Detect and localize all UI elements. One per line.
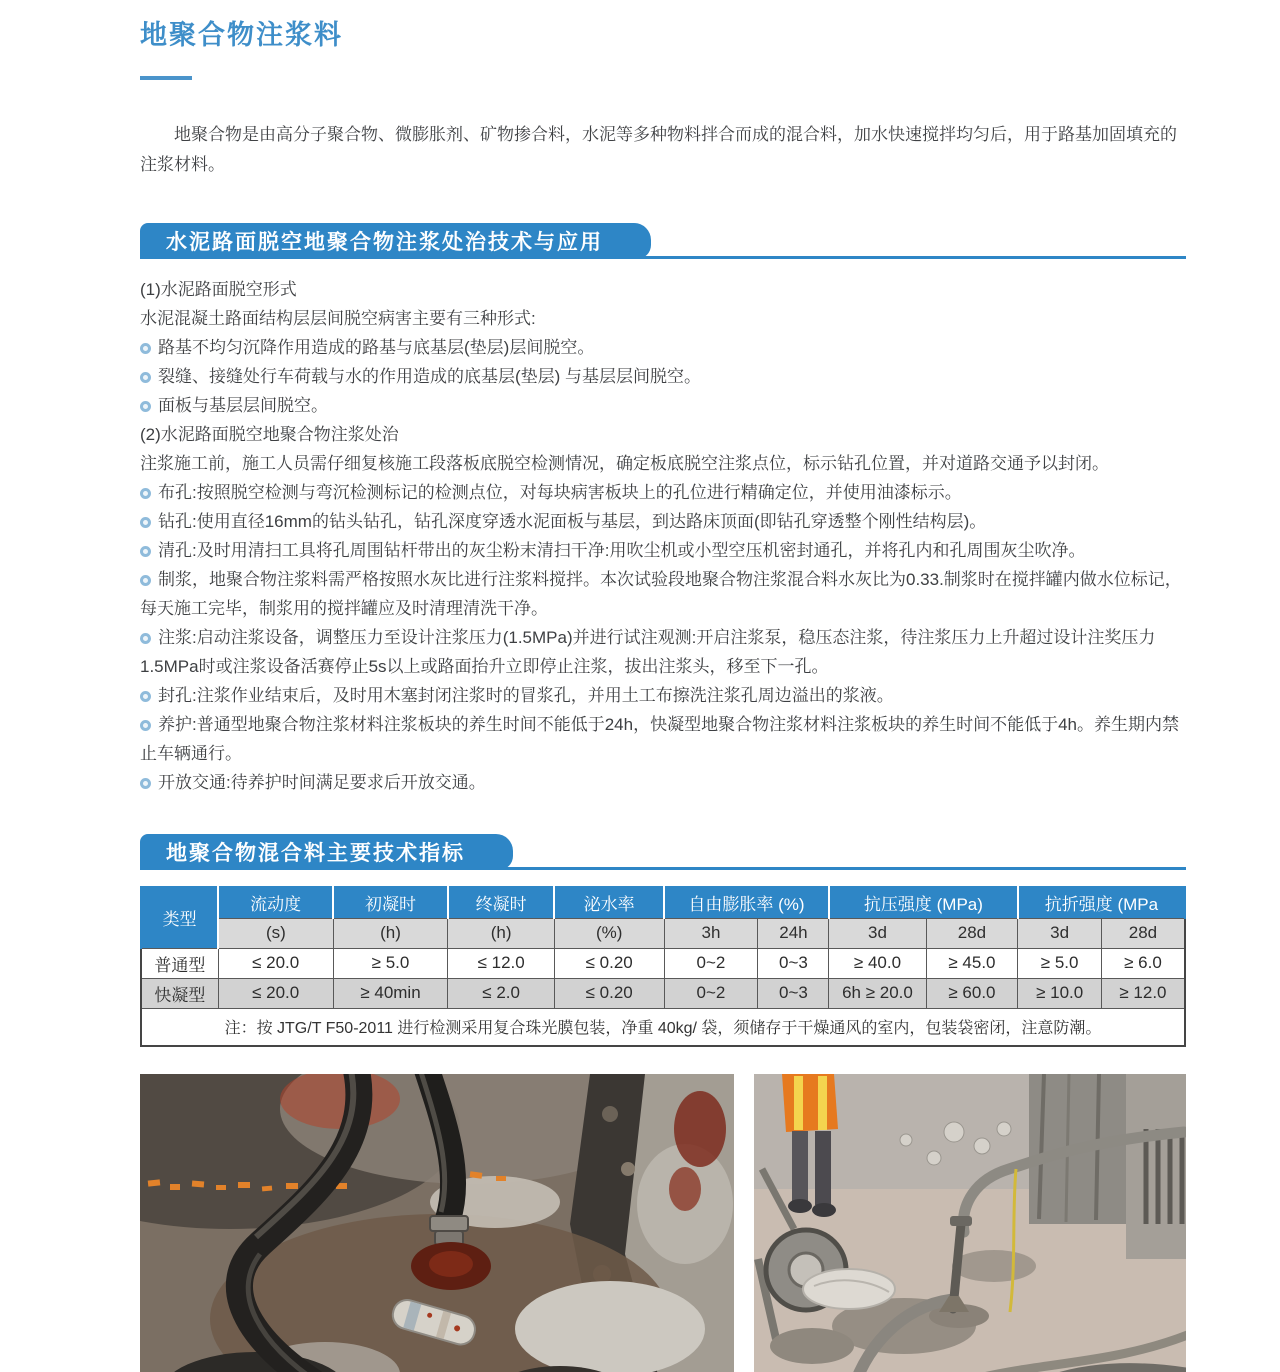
bullet-item: 布孔:按照脱空检测与弯沉检测标记的检测点位，对每块病害板块上的孔位进行精确定位，并使用油漆标示。 <box>140 478 1186 507</box>
table-cell: ≥ 40min <box>333 978 448 1008</box>
photo-grouting-hose <box>140 1074 734 1372</box>
bullet-item: 封孔:注浆作业结束后，及时用木塞封闭注浆时的冒浆孔，并用土工布擦洗注浆孔周边溢出的浆液。 <box>140 681 1186 710</box>
table-cell: ≥ 5.0 <box>333 948 448 978</box>
table-header-row-2 <box>141 918 1185 948</box>
table-note: 注：按 JTG/T F50-2011 进行检测采用复合珠光膜包装，净重 40kg/ 袋，须储存于干燥通风的室内，包装袋密闭，注意防潮。 <box>141 1008 1185 1046</box>
table-header-row-1 <box>141 887 1185 918</box>
bullet-item: 注浆:启动注浆设备，调整压力至设计注浆压力(1.5MPa)并进行试注观测:开启注浆泵，稳压态注浆，待注浆压力上升超过设计注奖压力1.5MPa时或注浆设备活赛停止5s以上或路面抬升立即停止注浆，拔出注浆头，移至下一孔。 <box>140 628 1156 676</box>
section1-banner <box>140 223 1186 259</box>
header-cell-initial-set: 初凝时 <box>333 887 448 918</box>
ring-bullet-icon <box>140 546 151 557</box>
table-cell: ≤ 2.0 <box>448 978 554 1008</box>
subheader-cell: (%) <box>554 918 664 948</box>
spec-table <box>140 886 1186 1047</box>
bullet-item: 清孔:及时用清扫工具将孔周围钻杆带出的灰尘粉末清扫干净:用吹尘机或小型空压机密封通孔，并将孔内和孔周围灰尘吹净。 <box>140 536 1186 565</box>
table-cell: ≤ 20.0 <box>218 978 333 1008</box>
table-cell: ≥ 60.0 <box>926 978 1018 1008</box>
table-cell: 0~3 <box>758 948 829 978</box>
ring-bullet-icon <box>140 343 151 354</box>
subheader-cell: 28d <box>1101 918 1185 948</box>
ring-bullet-icon <box>140 633 151 644</box>
subheader-cell: 24h <box>758 918 829 948</box>
photo-left-illustration <box>140 1074 734 1372</box>
ring-bullet-icon <box>140 372 151 383</box>
ring-bullet-icon <box>140 575 151 586</box>
table-row-fast-type <box>141 978 1185 1008</box>
header-cell-free-expansion: 自由膨胀率 (%) <box>664 887 829 918</box>
section2-banner <box>140 834 1186 870</box>
photo-row <box>140 1074 1186 1372</box>
ring-bullet-icon <box>140 488 151 499</box>
table-cell: 6h ≥ 20.0 <box>829 978 926 1008</box>
header-cell-bleeding: 泌水率 <box>554 887 664 918</box>
ring-bullet-icon <box>140 778 151 789</box>
bullet-item: 养护:普通型地聚合物注浆材料注浆板块的养生时间不能低于24h，快凝型地聚合物注浆材料注浆板块的养生时间不能低于4h。养生期内禁止车辆通行。 <box>140 715 1179 763</box>
bullet-item: 制浆，地聚合物注浆料需严格按照水灰比进行注浆料搅拌。本次试验段地聚合物注浆混合料水灰比为0.33.制浆时在搅拌罐内做水位标记，每天施工完毕，制浆用的搅拌罐应及时清理清洗干净。 <box>140 570 1182 618</box>
bullet-item: 开放交通:待养护时间满足要求后开放交通。 <box>140 768 1186 797</box>
subheader-cell: (s) <box>218 918 333 948</box>
bullet-item: 路基不均匀沉降作用造成的路基与底基层(垫层)层间脱空。 <box>140 333 1186 362</box>
table-cell: ≥ 40.0 <box>829 948 926 978</box>
subheader-cell: (h) <box>448 918 554 948</box>
intro-paragraph: 地聚合物是由高分子聚合物、微膨胀剂、矿物掺合料，水泥等多种物料拌合而成的混合料，加水快速搅拌均匀后，用于路基加固填充的注浆材料。 <box>140 125 1177 174</box>
section1-title: 水泥路面脱空地聚合物注浆处治技术与应用 <box>140 223 651 259</box>
page-title: 地聚合物注浆料 <box>140 20 343 50</box>
table-note-row <box>141 1008 1185 1046</box>
subheader-cell: 28d <box>926 918 1018 948</box>
title-underline-divider <box>140 76 192 80</box>
photo-right-illustration <box>754 1074 1186 1372</box>
table-cell: ≤ 12.0 <box>448 948 554 978</box>
table-cell: ≥ 12.0 <box>1101 978 1185 1008</box>
table-cell: ≥ 6.0 <box>1101 948 1185 978</box>
header-cell-flexural: 抗折强度 (MPa <box>1018 887 1185 918</box>
row-label: 普通型 <box>141 948 218 978</box>
table-row-normal-type <box>141 948 1185 978</box>
table-cell: ≥ 5.0 <box>1018 948 1102 978</box>
table-cell: ≥ 45.0 <box>926 948 1018 978</box>
paragraph: (2)水泥路面脱空地聚合物注浆处治 <box>140 425 399 444</box>
bullet-item: 裂缝、接缝处行车荷载与水的作用造成的底基层(垫层) 与基层层间脱空。 <box>140 362 1186 391</box>
ring-bullet-icon <box>140 720 151 731</box>
section1-body <box>140 275 1186 797</box>
bullet-item: 面板与基层层间脱空。 <box>140 391 1186 420</box>
table-cell: ≤ 20.0 <box>218 948 333 978</box>
table-cell: 0~3 <box>758 978 829 1008</box>
header-cell-compressive: 抗压强度 (MPa) <box>829 887 1018 918</box>
subheader-cell: (h) <box>333 918 448 948</box>
table-cell: 0~2 <box>664 948 758 978</box>
ring-bullet-icon <box>140 401 151 412</box>
photo-worksite-grouting <box>754 1074 1186 1372</box>
paragraph: 注浆施工前，施工人员需仔细复核施工段落板底脱空检测情况，确定板底脱空注浆点位，标示钻孔位置，并对道路交通予以封闭。 <box>140 454 1109 473</box>
table-cell: ≤ 0.20 <box>554 948 664 978</box>
row-label: 快凝型 <box>141 978 218 1008</box>
paragraph: (1)水泥路面脱空形式 <box>140 280 297 299</box>
table-cell: ≤ 0.20 <box>554 978 664 1008</box>
section2-title: 地聚合物混合料主要技术指标 <box>140 834 513 870</box>
paragraph: 水泥混凝土路面结构层层间脱空病害主要有三种形式: <box>140 309 536 328</box>
bullet-item: 钻孔:使用直径16mm的钻头钻孔，钻孔深度穿透水泥面板与基层，到达路床顶面(即钻孔穿透整个刚性结构层)。 <box>140 507 1186 536</box>
header-cell-final-set: 终凝时 <box>448 887 554 918</box>
table-cell: ≥ 10.0 <box>1018 978 1102 1008</box>
header-cell-fluidity: 流动度 <box>218 887 333 918</box>
table-cell: 0~2 <box>664 978 758 1008</box>
subheader-cell: 3h <box>664 918 758 948</box>
subheader-cell: 3d <box>1018 918 1102 948</box>
ring-bullet-icon <box>140 517 151 528</box>
subheader-cell: 3d <box>829 918 926 948</box>
header-cell-type: 类型 <box>141 887 218 948</box>
ring-bullet-icon <box>140 691 151 702</box>
